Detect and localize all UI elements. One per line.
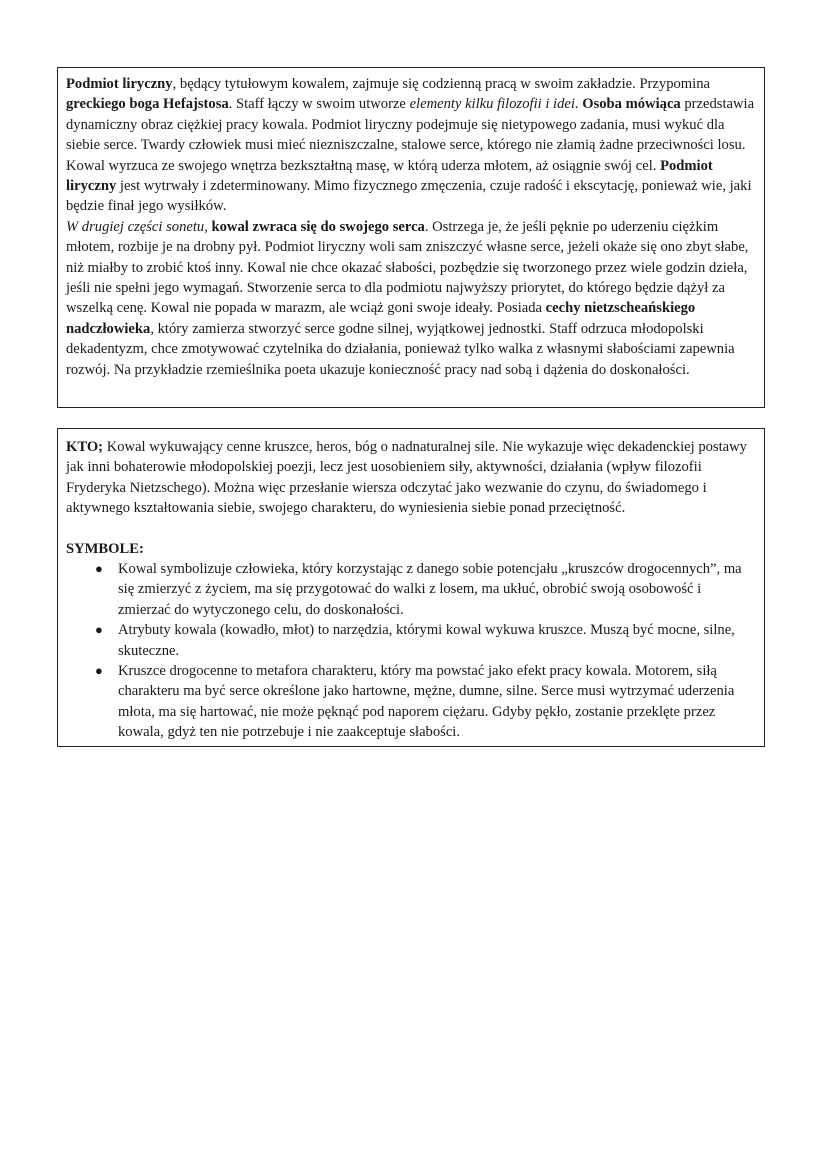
bold-text: KTO; <box>66 439 104 455</box>
text-run: , który zamierza stworzyć serce godne silnej, wyjątkowej jednostki. Staff odrzuca młodopolski dekadentyzm, chce zmotywować czytelnika do działania, ponieważ tylko walka z własnymi słabościami zapewnia rozwój. Na przykładzie rzemieślnika poeta ukazuje konieczność pracy nad sobą i dążenia do doskonałości. <box>66 320 735 378</box>
paragraph-kto <box>66 437 756 519</box>
bold-text: greckiego boga Hefajstosa <box>66 96 229 113</box>
list-item <box>95 661 756 743</box>
text-run: jest wytrwały i zdeterminowany. Mimo fizycznego zmęczenia, czuje radość i ekscytację, ponieważ wie, jaki będzie finał jego wysiłków. <box>66 178 752 215</box>
bullet-icon: ● <box>95 663 103 679</box>
symbols-list <box>66 559 756 743</box>
text-run: Kowal wykuwający cenne kruszce, heros, bóg o nadnaturalnej sile. Nie wykazuje więc dekadenckiej postawy jak inni bohaterowie młodopolskiej poezji, lecz jest uosobieniem siły, aktywności, działania (wpływ filozofii Fryderyka Nietzschego). Można więc przesłanie wiersza odczytać jako wezwanie do czynu, do świadomego i aktywnego kształtowania siebie, swojego charakteru, do wyniesienia siebie ponad przeciętność. <box>66 439 747 517</box>
text-run: . Ostrzega je, że jeśli pęknie po uderzeniu ciężkim młotem, rozbije je na drobny pył. Podmiot liryczny woli sam zniszczyć własne serce, jeżeli okaże się ono zbyt słabe, niż miałby to zrobić ktoś inny. Kowal nie chce okazać słabości, pozbędzie się tworzonego przez wiele godzin dzieła, jeśli nie spełni jego wymagań. Stworzenie serca to dla podmiotu najwyższy priorytet, do którego będzie dążył za wszelką cenę. Kowal nie popada w marazm, ale wciąż goni swoje ideały. Posiada <box>66 218 749 317</box>
text-run: . Staff łączy w swoim utworze <box>228 96 410 113</box>
italic-text: elementy kilku filozofii i idei <box>409 96 575 113</box>
italic-text: W drugiej części sonetu <box>66 218 205 235</box>
text-run: przedstawia dynamiczny obraz ciężkiej pracy kowala. Podmiot liryczny podejmuje się nietypowego zadania, musi wykuć dla siebie serce. Twardy człowiek musi mieć niezniszczalne, stalowe serce, którego nie złamią żadne przeciwności losu. Kowal wyrzuca ze swojego wnętrza bezkształtną masę, w którą uderza młotem, aż osiągnie swój cel. <box>66 96 755 174</box>
symbols-heading: SYMBOLE: <box>66 540 144 557</box>
list-item-text: Atrybuty kowala (kowadło, młot) to narzędzia, którymi kowal wykuwa kruszce. Muszą być mocne, silne, skuteczne. <box>118 622 735 659</box>
list-item <box>95 559 756 620</box>
bold-text: Osoba mówiąca <box>582 96 681 113</box>
bold-text: kowal zwraca się do swojego serca <box>211 218 425 235</box>
text-run: , będący tytułowym kowalem, zajmuje się codzienną pracą w swoim zakładzie. Przypomina <box>172 76 710 92</box>
bold-text: Podmiot liryczny <box>66 76 173 92</box>
list-item <box>95 620 756 661</box>
paragraph-second-part <box>66 217 756 380</box>
bold-text: Podmiot liryczny <box>66 157 713 195</box>
analysis-box <box>57 67 765 408</box>
bullet-icon: ● <box>95 561 103 577</box>
list-item-text: Kruszce drogocenne to metafora charakteru, który ma powstać jako efekt pracy kowala. Motorem, siłą charakteru ma być serce określone jako hartowne, mężne, dumne, silne. Serce musi wytrzymać uderzenia młota, ma się hartować, nie może pęknąć pod naporem ciężaru. Gdyby pękło, zostanie przeklęte przez kowala, gdyż ten nie potrzebuje i nie zaakceptuje słabości. <box>118 663 735 741</box>
bold-text: cechy nietzscheańskiego nadczłowieka <box>66 300 696 337</box>
paragraph-intro <box>66 74 756 217</box>
spacer <box>66 519 756 539</box>
characters-symbols-box <box>57 428 765 747</box>
list-item-text: Kowal symbolizuje człowieka, który korzystając z danego sobie potencjału „kruszców drogocennych”, ma się zmierzyć z życiem, ma się przygotować do walki z losem, ma ukłuć, obrobić swoją osobowość i zmierzać do wytyczonego celu, do doskonałości. <box>118 561 742 618</box>
text-run: . <box>574 96 583 113</box>
text-run: , <box>204 218 212 235</box>
bullet-icon: ● <box>95 622 103 638</box>
